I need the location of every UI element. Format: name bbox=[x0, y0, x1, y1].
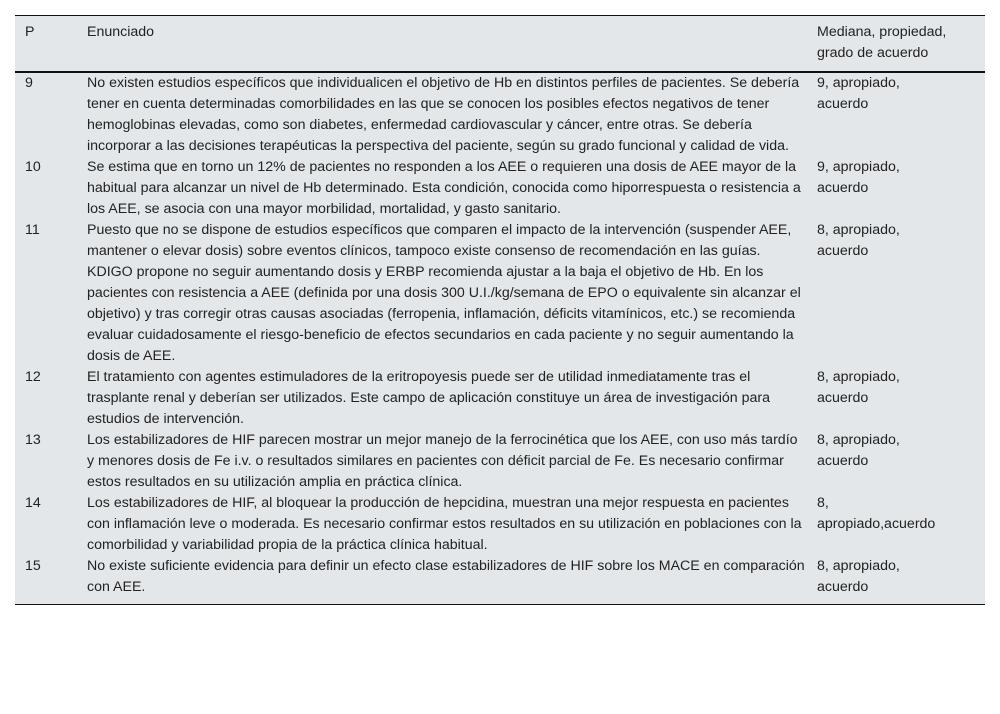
cell-mediana bbox=[817, 367, 985, 430]
cell-enunciado: Puesto que no se dispone de estudios específicos que comparen el impacto de la intervención (suspender AEE, mantener o elevar dosis) sobre eventos clínicos, tampoco existe consenso de recomendación en las guías. KDIGO propone no seguir aumentando dosis y ERBP recomienda ajustar a la baja el objetivo de Hb. En los pacientes con resistencia a AEE (definida por una dosis 300 U.I./kg/semana de EPO o equivalente sin alcanzar el objetivo) y tras corregir otras causas asociadas (ferropenia, inflamación, déficits vitamínicos, etc.) se recomienda evaluar cuidadosamente el riesgo-beneficio de efectos secundarios en cada paciente y no seguir aumentando la dosis de AEE. bbox=[87, 222, 801, 364]
table-row bbox=[15, 72, 985, 157]
cell-mediana bbox=[817, 556, 985, 605]
cell-mediana-text: 8, apropiado, acuerdo bbox=[817, 432, 900, 469]
cell-p: 9 bbox=[25, 75, 33, 91]
column-header-p: P bbox=[15, 16, 87, 73]
cell-mediana-text: 8, apropiado, acuerdo bbox=[817, 558, 900, 595]
cell-mediana-text: 9, apropiado, acuerdo bbox=[817, 159, 900, 196]
table-row bbox=[15, 220, 985, 367]
cell-enunciado: Los estabilizadores de HIF, al bloquear la producción de hepcidina, muestran una mejor respuesta en pacientes con inflamación leve o moderada. Es necesario confirmar estos resultados en su utilización en poblaciones con la comorbilidad y variabilidad propia de la práctica clínica habitual. bbox=[87, 495, 802, 553]
cell-enunciado: Los estabilizadores de HIF parecen mostrar un mejor manejo de la ferrocinética que los AEE, con uso más tardío y menores dosis de Fe i.v. o resultados similares en pacientes con déficit parcial de Fe. Es necesario confirmar estos resultados en su utilización amplia en práctica clínica. bbox=[87, 432, 798, 490]
cell-mediana-text: 8, apropiado, acuerdo bbox=[817, 369, 900, 406]
cell-enunciado: El tratamiento con agentes estimuladores de la eritropoyesis puede ser de utilidad inmediatamente tras el trasplante renal y deberían ser utilizados. Este campo de aplicación constituye un área de investigación para estudios de intervención. bbox=[87, 369, 770, 427]
cell-p: 15 bbox=[25, 558, 41, 574]
cell-enunciado: Se estima que en torno un 12% de pacientes no responden a los AEE o requieren una dosis de AEE mayor de la habitual para alcanzar un nivel de Hb determinado. Esta condición, conocida como hiporrespuesta o resistencia a los AEE, se asocia con una mayor morbilidad, mortalidad, y gasto sanitario. bbox=[87, 159, 801, 217]
cell-enunciado: No existe suficiente evidencia para definir un efecto clase estabilizadores de HIF sobre los MACE en comparación con AEE. bbox=[87, 558, 805, 595]
cell-p: 12 bbox=[25, 369, 41, 385]
cell-enunciado: No existen estudios específicos que individualicen el objetivo de Hb en distintos perfiles de pacientes. Se debería tener en cuenta determinadas comorbilidades en las que se conocen los posibles efectos negativos de tener hemoglobinas elevadas, como son diabetes, enfermedad cardiovascular y cáncer, entre otras. Se debería incorporar a las decisiones terapéuticas la perspectiva del paciente, según su grado funcional y calidad de vida. bbox=[87, 75, 800, 154]
table-row bbox=[15, 157, 985, 220]
consensus-table-container bbox=[15, 15, 985, 605]
column-header-mediana bbox=[817, 16, 985, 73]
cell-p: 13 bbox=[25, 432, 41, 448]
cell-mediana-text: 8, apropiado, acuerdo bbox=[817, 222, 900, 259]
cell-mediana bbox=[817, 493, 985, 556]
cell-mediana-text: 8, apropiado,acuerdo bbox=[817, 495, 936, 532]
table-row bbox=[15, 367, 985, 430]
column-header-mediana-text: Mediana, propiedad, grado de acuerdo bbox=[817, 24, 947, 61]
cell-p: 11 bbox=[25, 222, 40, 238]
cell-mediana bbox=[817, 430, 985, 493]
column-header-enunciado: Enunciado bbox=[87, 16, 817, 73]
consensus-table bbox=[15, 15, 985, 605]
cell-mediana-text: 9, apropiado, acuerdo bbox=[817, 75, 900, 112]
cell-mediana bbox=[817, 157, 985, 220]
cell-p: 14 bbox=[25, 495, 41, 511]
cell-mediana bbox=[817, 72, 985, 157]
cell-p: 10 bbox=[25, 159, 41, 175]
cell-mediana bbox=[817, 220, 985, 367]
table-row bbox=[15, 430, 985, 493]
table-row bbox=[15, 493, 985, 556]
table-row bbox=[15, 556, 985, 605]
table-header-row bbox=[15, 16, 985, 73]
